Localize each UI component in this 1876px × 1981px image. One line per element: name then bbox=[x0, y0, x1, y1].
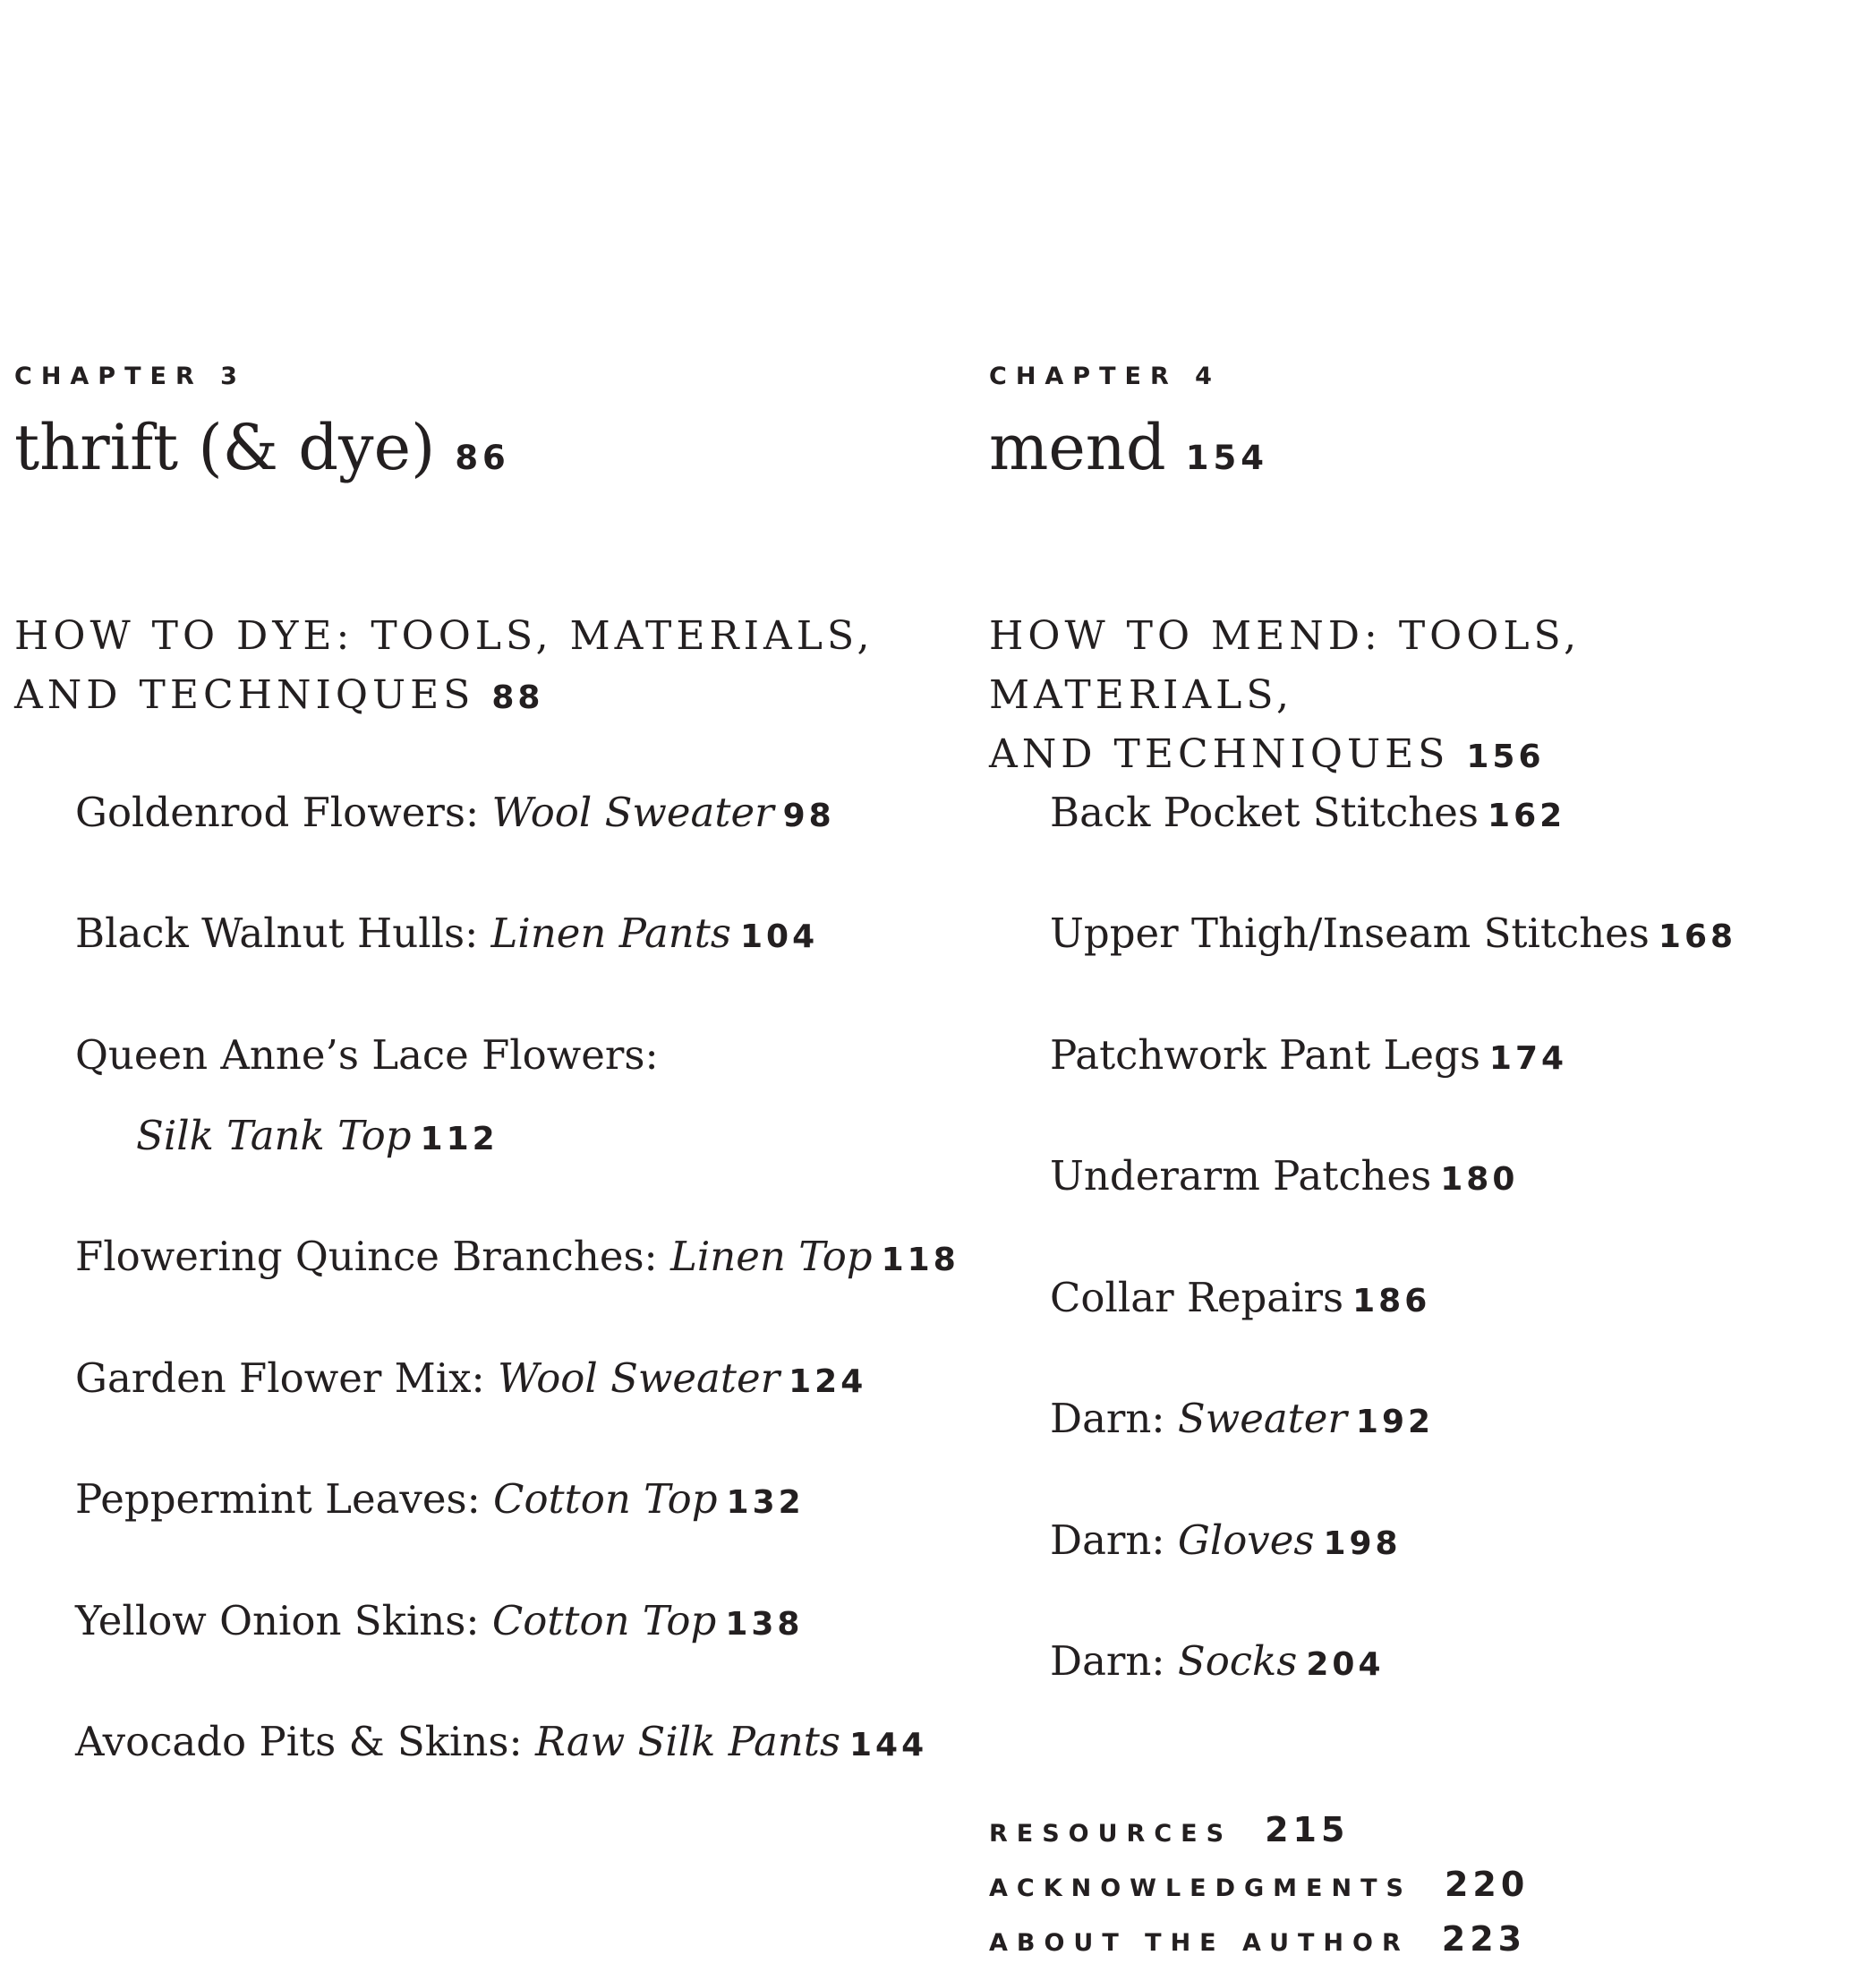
entry-garment: Wool Sweater bbox=[491, 789, 774, 836]
chapter-4-label: CHAPTER 4 bbox=[989, 363, 1221, 390]
entry-title: Darn: bbox=[1050, 1637, 1178, 1685]
back-matter-page: 215 bbox=[1265, 1810, 1350, 1849]
entry-page: 204 bbox=[1306, 1646, 1385, 1683]
entry-page: 138 bbox=[725, 1606, 804, 1643]
chapter-3-column bbox=[14, 0, 963, 1981]
entry-page: 104 bbox=[739, 918, 819, 955]
entry-title: Back Pocket Stitches bbox=[1050, 789, 1479, 836]
dye-section-heading[interactable] bbox=[14, 607, 963, 728]
entry-title: Collar Repairs bbox=[1050, 1274, 1344, 1321]
mend-section-line1: HOW TO MEND: TOOLS, MATERIALS, bbox=[989, 613, 1582, 718]
back-matter-acknowledgments[interactable] bbox=[989, 1865, 1529, 1904]
entry-page: 118 bbox=[881, 1242, 959, 1278]
entry-garment: Silk Tank Top bbox=[136, 1112, 412, 1159]
entry-page: 180 bbox=[1440, 1161, 1519, 1198]
dye-section-line2: AND TECHNIQUES bbox=[14, 672, 475, 718]
chapter-4-title-line[interactable] bbox=[989, 407, 1268, 499]
entry-garment: Linen Pants bbox=[490, 909, 731, 957]
toc-entry[interactable] bbox=[75, 1715, 927, 1772]
chapter-4-title: mend bbox=[989, 411, 1166, 484]
entry-title: Peppermint Leaves: bbox=[75, 1475, 494, 1523]
toc-entry[interactable] bbox=[75, 1594, 803, 1652]
chapter-3-title-line[interactable] bbox=[14, 407, 510, 499]
toc-entry[interactable] bbox=[1050, 1271, 1430, 1328]
back-matter-page: 220 bbox=[1444, 1865, 1530, 1904]
entry-garment: Cotton Top bbox=[493, 1475, 718, 1523]
toc-entry[interactable] bbox=[75, 1029, 659, 1166]
entry-title: Black Walnut Hulls: bbox=[75, 909, 491, 957]
entry-title: Goldenrod Flowers: bbox=[75, 789, 492, 836]
entry-title: Garden Flower Mix: bbox=[75, 1354, 498, 1402]
entry-page: 192 bbox=[1355, 1404, 1435, 1440]
entry-title: Yellow Onion Skins: bbox=[75, 1597, 492, 1644]
entry-garment: Linen Top bbox=[670, 1233, 873, 1280]
entry-page: 124 bbox=[789, 1363, 867, 1400]
toc-entry[interactable] bbox=[75, 1473, 805, 1530]
entry-title: Patchwork Pant Legs bbox=[1050, 1031, 1480, 1079]
entry-title: Darn: bbox=[1050, 1395, 1178, 1442]
back-matter-page: 223 bbox=[1441, 1919, 1527, 1959]
toc-entry[interactable] bbox=[75, 907, 818, 964]
toc-entry[interactable] bbox=[1050, 907, 1736, 964]
back-matter-label: RESOURCES bbox=[989, 1820, 1233, 1848]
entry-page: 186 bbox=[1352, 1283, 1431, 1319]
back-matter-label: ACKNOWLEDGMENTS bbox=[989, 1874, 1412, 1902]
entry-garment: Gloves bbox=[1177, 1516, 1315, 1564]
toc-entry[interactable] bbox=[75, 1230, 959, 1287]
entry-garment: Sweater bbox=[1177, 1395, 1347, 1442]
back-matter-resources[interactable] bbox=[989, 1810, 1349, 1849]
mend-section-page: 156 bbox=[1466, 739, 1545, 775]
entry-page: 112 bbox=[420, 1121, 499, 1157]
entry-page: 168 bbox=[1658, 918, 1737, 955]
chapter-4-column bbox=[989, 0, 1866, 1981]
entry-page: 132 bbox=[726, 1484, 805, 1521]
entry-garment: Wool Sweater bbox=[498, 1354, 780, 1402]
chapter-3-label: CHAPTER 3 bbox=[14, 363, 246, 390]
chapter-3-title: thrift (& dye) bbox=[14, 411, 436, 484]
entry-page: 144 bbox=[848, 1727, 928, 1763]
toc-entry[interactable] bbox=[1050, 1392, 1434, 1449]
entry-page: 162 bbox=[1488, 798, 1566, 834]
dye-section-line1: HOW TO DYE: TOOLS, MATERIALS, bbox=[14, 613, 874, 659]
back-matter-about-author[interactable] bbox=[989, 1919, 1526, 1959]
dye-section-page: 88 bbox=[491, 679, 544, 716]
toc-entry[interactable] bbox=[1050, 786, 1565, 843]
entry-title: Queen Anne’s Lace Flowers: bbox=[75, 1031, 659, 1079]
chapter-4-page: 154 bbox=[1185, 439, 1268, 477]
entry-title: Flowering Quince Branches: bbox=[75, 1233, 671, 1280]
toc-entry[interactable] bbox=[75, 786, 835, 843]
toc-entry[interactable] bbox=[1050, 1029, 1567, 1086]
entry-garment: Socks bbox=[1177, 1637, 1298, 1685]
toc-entry[interactable] bbox=[1050, 1514, 1402, 1571]
entry-page: 174 bbox=[1488, 1040, 1568, 1077]
entry-title: Avocado Pits & Skins: bbox=[75, 1718, 535, 1765]
mend-section-line2: AND TECHNIQUES bbox=[989, 731, 1450, 777]
entry-page: 98 bbox=[782, 798, 835, 834]
toc-entry[interactable] bbox=[75, 1352, 866, 1409]
toc-entry[interactable] bbox=[1050, 1635, 1385, 1692]
entry-title: Underarm Patches bbox=[1050, 1152, 1432, 1200]
back-matter-label: ABOUT THE AUTHOR bbox=[989, 1929, 1410, 1957]
entry-title: Darn: bbox=[1050, 1516, 1178, 1564]
chapter-3-page: 86 bbox=[455, 439, 510, 477]
entry-title: Upper Thigh/Inseam Stitches bbox=[1050, 909, 1650, 957]
entry-page: 198 bbox=[1323, 1525, 1402, 1562]
toc-entry[interactable] bbox=[1050, 1149, 1518, 1207]
entry-garment: Cotton Top bbox=[491, 1597, 717, 1644]
mend-section-heading[interactable] bbox=[989, 607, 1866, 787]
entry-garment: Raw Silk Pants bbox=[534, 1718, 840, 1765]
